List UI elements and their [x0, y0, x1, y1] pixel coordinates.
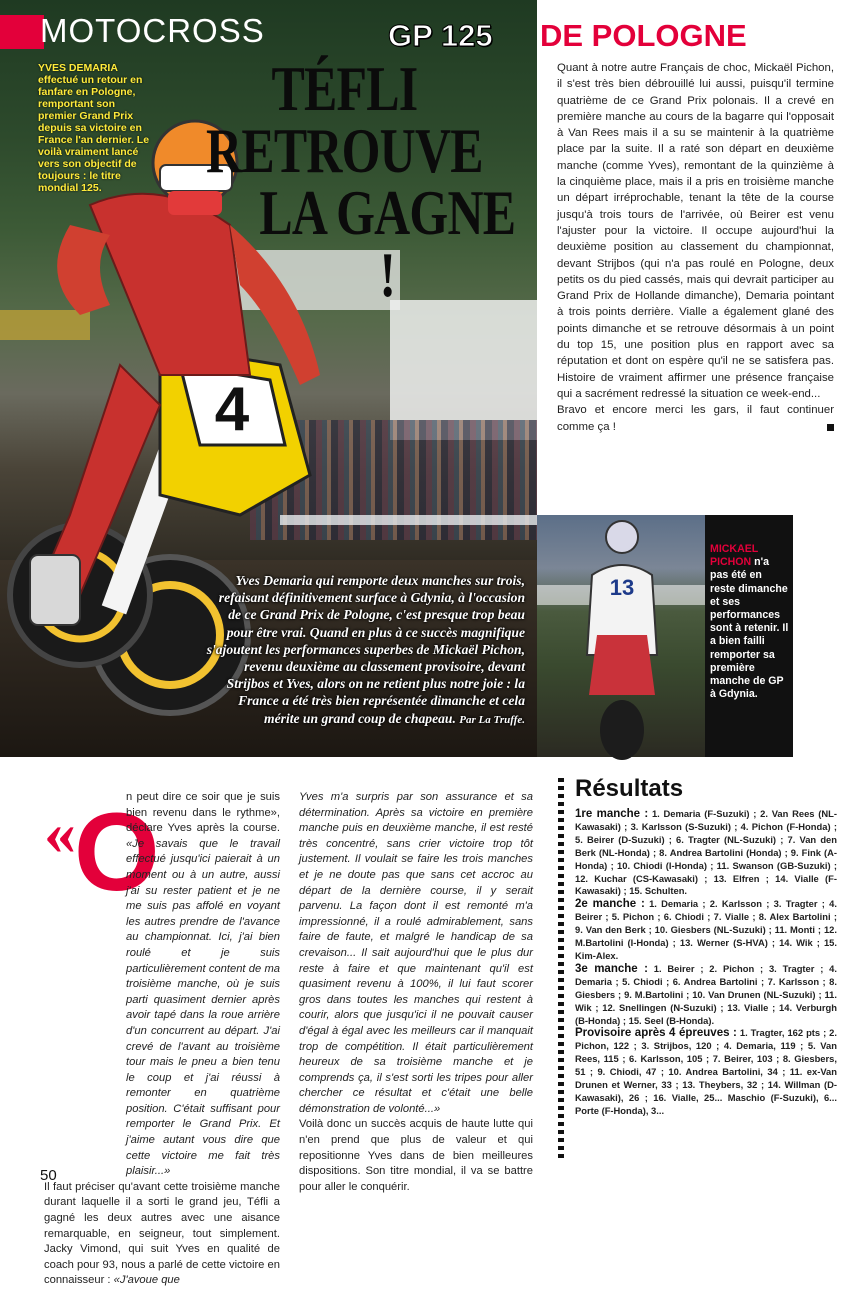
results-list [575, 808, 837, 1118]
column-b-quote: Yves m'a surpris par son assurance et sa détermination. Après sa victoire en première manche puis en deuxième manche, il est resté très concentré, sans crier victoire trop tôt justement. Il voulait se faire les trois manches et je ne doute pas que sans cet accroc au départ de la dernière course, il y serait parvenu. La façon dont il est remonté m'a impressionné, il a roulé admirablement, sans faire de faute, et malgré le handicap de sa crevaison... Il sait aujourd'hui que le plus dur reste à faire et que maintenant qu'il est quasiment revenu à 100%, il lui faut scorer gros dans toutes les manches qui restent à courir, alors que jusqu'ici il ne pouvait causer d'égal à égal avec les meilleurs car il manquait trop de compétition. Il était particulièrement heureux de sa troisième manche et je comprends ça, il s'est sorti les tripes pour aller chercher ce résultat et c'était une belle démonstration de volonté...» [299, 791, 533, 1115]
manche-3-label: 3e manche : [575, 962, 648, 975]
column-b-tail: Voilà donc un succès acquis de haute lutte qui n'en prend que plus de valeur et qui repositionne Yves dans de bien meilleures dispositions. Son titre mondial, il va se battre pour aller le conquérir. [299, 1118, 533, 1193]
manche-3-text: 1. Beirer ; 2. Pichon ; 3. Tragter ; 4. Demaria ; 5. Chiodi ; 6. Andrea Bartolini ; 7. Karlsson ; 8. Giesbers ; 9. M.Bartolini ; 10. Van Drunen (NL-Suzuki) ; 11. Wik ; 12. Snellingen (N-Suzuki) ; 13. Vialle ; 14. Verburgh (B-Honda) ; 15. Seel (B-Honda). [575, 962, 837, 1026]
page-number: 50 [40, 1167, 57, 1184]
end-mark-icon [827, 424, 834, 431]
kicker-text: effectué un retour en fanfare en Pologne, remportant son premier Grand Prix depuis sa victoire en France l'an dernier. Le voilà vraiment lancé vers son objectif de toujours : le titre mondial 125. [38, 74, 150, 194]
manche-1-label: 1re manche : [575, 808, 649, 820]
manche-2-label: 2e manche : [575, 898, 645, 911]
results-manche-1 [575, 808, 837, 898]
results-manche-3 [575, 963, 837, 1028]
headline-line-1: TÉFLI RETROUVE [206, 53, 483, 186]
results-manche-2 [575, 898, 837, 963]
right-column-paragraph: Quant à notre autre Français de choc, Mickaël Pichon, il s'est très bien débrouillé lui aussi, puisqu'il termine quatrième de ce Grand Prix polonais. Il a crevé en première manche au cours de la bagarre qui l'opposait à Van Rees mais il a su se maintenir à la quatrième place par la suite. Il a raté son départ en deuxième manche (comme Yves), remontant de la quinzième à la cinquième place, mais il a pris en troisième manche un départ irréprochable, tenant la tête de la course jusqu'à trois tours de l'arrivée, où Beirer est venu l'ajuster pour la victoire. Il occupe aujourd'hui la deuxième position au classement du championnat, devant Strijbos (qui n'a pas roulé en Pologne, deux petits os du pied cassés, mais qui devrait participer au Grand Prix de Hollande dimanche), Demaria pointant à trois points derrière. Vialle a également glané des points dimanche et se retrouve désormais à un point du top 15, une position plus en rapport avec sa réputation et dont on espère qu'il ne se satisfera pas. Histoire de vraiment affirmer une présence française qui a sacrément redressé la situation ce week-end... [557, 62, 834, 400]
gp-country: DE POLOGNE [540, 18, 747, 53]
headline [165, 53, 524, 310]
provisoire-text: 1. Tragter, 162 pts ; 2. Pichon, 122 ; 3. Strijbos, 120 ; 4. Demaria, 119 ; 5. Van Rees, 115 ; 6. Karlsson, 105 ; 7. Beirer, 103 ; 8. Giesbers, 51 ; 9. Chiodi, 47 ; 10. Andrea Bartolini, 34 ; 11. ex-Van Drunen et Werner, 33 ; 13. Theybers, 32 ; 14. Willman (D-Kawasaki), 26 ; 16. Vialle, 25... Maschio (F-Suzuki), 6... Porte (F-Honda), 3... [575, 1027, 838, 1116]
caption-name: MICKAEL PICHON [710, 543, 759, 569]
intro-paragraph [205, 572, 525, 729]
manche-1-text: 1. Demaria (F-Suzuki) ; 2. Van Rees (NL-Kawasaki) ; 3. Karlsson (S-Suzuki) ; 4. Pichon (F-Honda) ; 5. Beirer (D-Suzuki) ; 6. Tragter (NL-Suzuki) ; 7. Van den Berk (NL-Honda) ; 8. Andrea Bartolini (Honda) ; 9. Fink (A-Honda) ; 10. Chiodi (I-Honda) ; 11. Swanson (GB-Suzuki) ; 12. Kuchar (CS-Kawasaki) ; 13. Elfren ; 14. Vialle (F-Kawasaki) ; 15. Schulten. [575, 808, 837, 897]
pichon-rider-illustration [537, 515, 705, 757]
pichon-bike-number: 13 [609, 575, 635, 600]
provisoire-label: Provisoire après 4 épreuves : [575, 1027, 737, 1040]
column-a-quote: «Je savais que le travail effectué jusqu'ici paierait à un moment ou à un autre, aussi j'ai su rester patient et je ne me suis pas affolé en voyant les autres prendre de l'avance au championnat. Ici, j'ai bien roulé et je suis particulièrement content de ma troisième manche, où je suis parti quasiment dernier après avoir tapé dans la roue arrière d'un concurrent au départ. J'ai crevé de l'avant au troisième tour mais le pneu a bien tenu le coup et j'ai réussi à remonter en quatrième position. C'était suffisant pour remporter le Grand Prix. Et j'aime autant vous dire que cette victoire me fait très plaisir...» [126, 837, 280, 1178]
manche-2-text: 1. Demaria ; 2. Karlsson ; 3. Tragter ; 4. Beirer ; 5. Pichon ; 6. Chiodi ; 7. Vialle ; 8. Alex Bartolini ; 9. Van den Berk ; 10. Giesbers (NL-Suzuki) ; 11. Monti ; 12. M.Bartolini (I-Honda) ; 13. Werner (S-HVA) ; 14. Wik ; 15. Kim-Alex. [575, 898, 837, 961]
intro-text: Yves Demaria qui remporte deux manches sur trois, refaisant définitivement surface à Gdynia, à l'occasion de ce Grand Prix de Pologne, c'est presque trop beau pour être vrai. Quand en plus à ce succès magnifique s'ajoutent les performances superbes de Mickaël Pichon, revenu deuxième au classement provisoire, devant Strijbos et Yves, alors on ne retient plus notre joie : la France a été très bien représentée dimanche et cela mérite un grand coup de chapeau. [206, 573, 525, 726]
byline: Par La Truffe. [459, 713, 525, 726]
quote-mark: « [44, 797, 76, 868]
column-a-tail: Il faut préciser qu'avant cette troisième manche durant laquelle il a sorti le grand jeu, Téfli a gagné les deux autres avec une aisance remarquable, en seigneur, tout simplement. Jacky Vimond, qui suit Yves en qualité de coach pour 93, nous a parlé de cette victoire en connaisseur : [44, 1180, 280, 1287]
column-a-lead-block [44, 790, 280, 1180]
article-column-right [557, 60, 834, 435]
right-column-closing [557, 402, 834, 435]
bike-number: 4 [214, 375, 250, 444]
column-a-lead: n peut dire ce soir que je suis bien revenu dans le rythme», déclare Yves après la course. [126, 791, 280, 835]
category-accent-bar [0, 15, 44, 49]
article-column-b [299, 790, 533, 1195]
category-label: MOTOCROSS [40, 12, 265, 49]
results-dotted-rule [558, 778, 564, 1160]
results-provisoire [575, 1027, 837, 1117]
closing-text: Bravo et encore merci les gars, il faut continuer comme ça ! [557, 404, 834, 433]
article-column-a [44, 790, 280, 1289]
kicker-name: YVES DEMARIA [38, 62, 118, 74]
photo-kicker [38, 62, 153, 194]
headline-line-2: LA GAGNE ! [259, 177, 516, 310]
caption-text: n'a pas été en reste dimanche et ses performances sont à retenir. Il a bien failli remporter sa première manche de GP à Gdynia. [710, 556, 789, 701]
column-a-tail-quote: «J'avoue que [113, 1274, 180, 1287]
gp-number: GP 125 [388, 18, 493, 53]
pichon-caption [710, 543, 790, 701]
results-title: Résultats [575, 775, 684, 802]
drop-cap-letter: O [74, 791, 160, 914]
pichon-photo [537, 515, 705, 757]
